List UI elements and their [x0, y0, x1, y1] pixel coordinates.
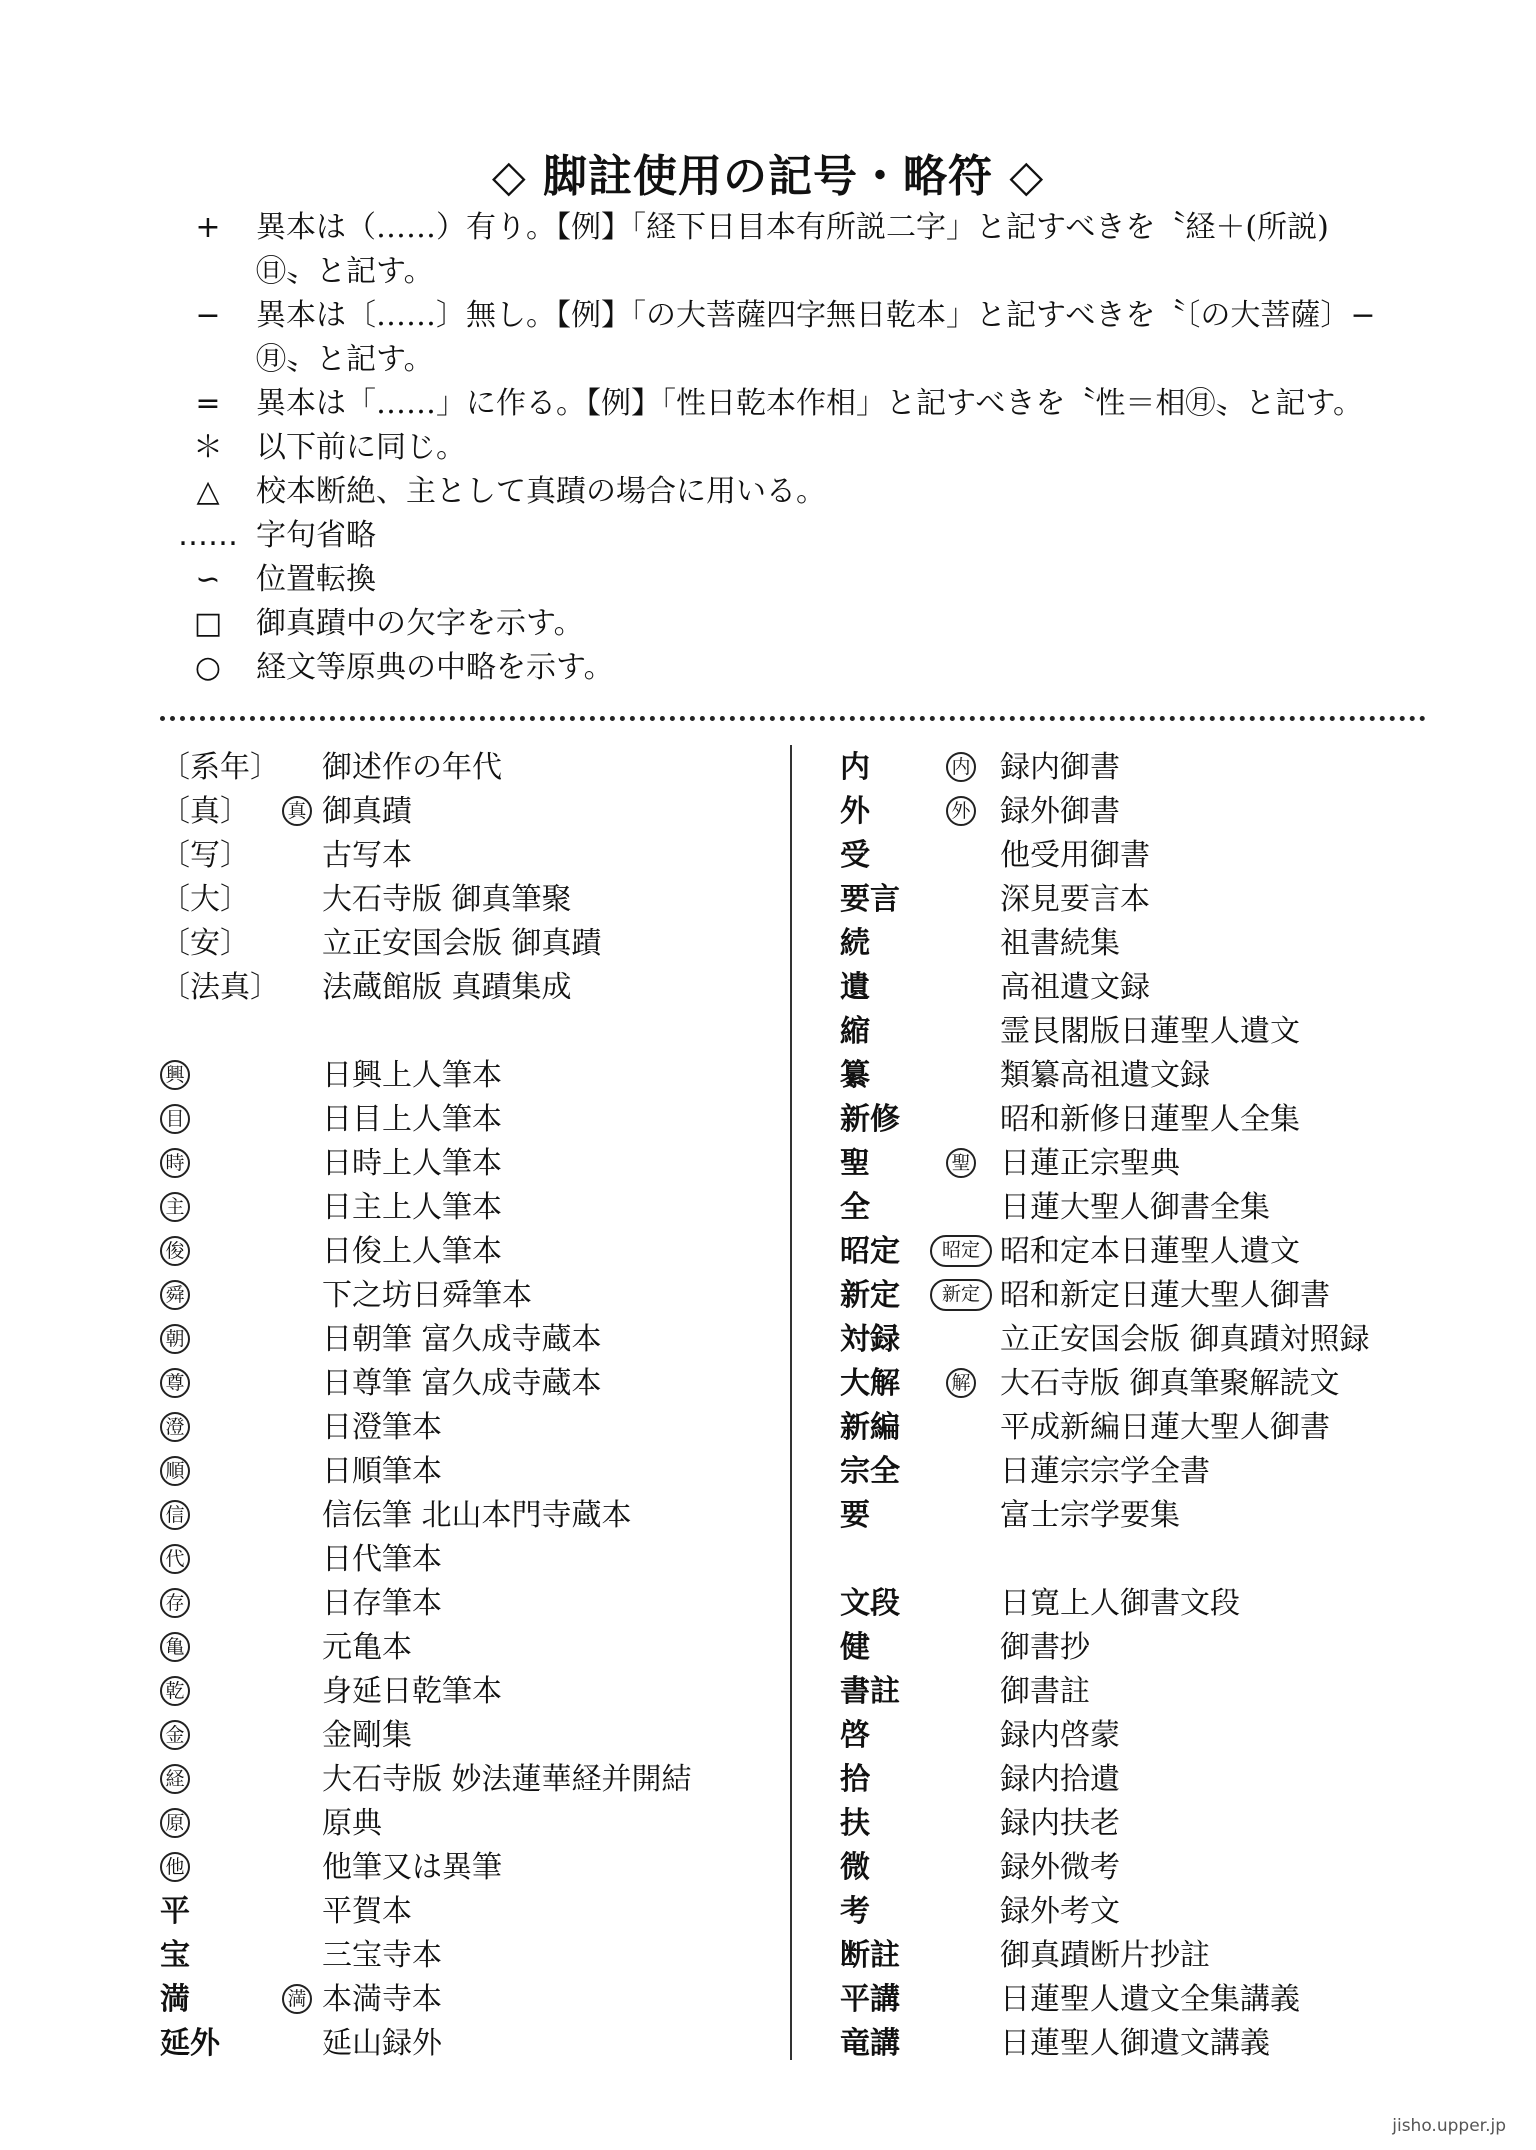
abbreviation: 〔系年〕 — [160, 750, 280, 785]
list-item — [160, 918, 770, 962]
abbreviation: 新編 — [840, 1410, 900, 1445]
abbreviation: 新修 — [840, 1102, 900, 1137]
circled-mark: 内 — [946, 752, 976, 782]
list-item — [840, 874, 1440, 918]
circled-mark-cell — [922, 746, 1000, 783]
description: 法蔵館版 真蹟集成 — [322, 970, 572, 1005]
circled-mark: 解 — [946, 1368, 976, 1398]
list-item — [160, 742, 770, 786]
description: 祖書続集 — [1000, 926, 1120, 961]
legend-row — [160, 558, 1430, 602]
abbreviation: 新定 — [840, 1278, 900, 1313]
description: 深見要言本 — [1000, 882, 1150, 917]
abbreviation: 啓 — [840, 1718, 870, 1753]
list-item — [840, 830, 1440, 874]
circled-mark: 舜 — [160, 1280, 190, 1310]
circled-mark: 新定 — [930, 1279, 992, 1311]
description: 日澄筆本 — [322, 1410, 442, 1445]
circled-mark: 尊 — [160, 1368, 190, 1398]
list-item — [160, 874, 770, 918]
description: 立正安国会版 御真蹟 — [322, 926, 602, 961]
list-item — [840, 1314, 1440, 1358]
abbreviation: 〔写〕 — [160, 838, 250, 873]
description: 平賀本 — [322, 1894, 412, 1929]
watermark-text: jisho.upper.jp — [1392, 2116, 1506, 2136]
abbreviation — [160, 1054, 272, 1091]
legend-row — [160, 646, 1430, 690]
circled-mark: 原 — [160, 1808, 190, 1838]
abbreviation: 延外 — [160, 2026, 220, 2061]
legend-text: 校本断絶、主として真蹟の場合に用いる。 — [256, 474, 826, 509]
description: 日時上人筆本 — [322, 1146, 502, 1181]
list-item — [160, 830, 770, 874]
list-item — [840, 1578, 1440, 1622]
circled-mark: 乾 — [160, 1676, 190, 1706]
dotted-separator — [160, 716, 1426, 721]
list-item — [840, 1094, 1440, 1138]
list-item — [160, 1402, 770, 1446]
circled-mark: 満 — [282, 1984, 312, 2014]
list-item — [160, 1754, 770, 1798]
legend-row — [160, 250, 1430, 294]
abbreviation: 遺 — [840, 970, 870, 1005]
description: 他筆又は異筆 — [322, 1850, 502, 1885]
abbreviation-list-right — [840, 742, 1440, 2062]
circled-mark: 外 — [946, 796, 976, 826]
abbreviation: 外 — [840, 794, 870, 829]
abbreviation: 要言 — [840, 882, 900, 917]
list-item — [840, 1974, 1440, 2018]
circled-mark: 主 — [160, 1192, 190, 1222]
description: 身延日乾筆本 — [322, 1674, 502, 1709]
description: 富士宗学要集 — [1000, 1498, 1180, 1533]
legend-symbol: ○ — [194, 650, 222, 685]
description: 三宝寺本 — [322, 1938, 442, 1973]
abbreviation: 〔法真〕 — [160, 970, 280, 1005]
description: 日代筆本 — [322, 1542, 442, 1577]
description: 古写本 — [322, 838, 412, 873]
abbreviation — [160, 1626, 272, 1663]
description: 日主上人筆本 — [322, 1190, 502, 1225]
list-item — [840, 1446, 1440, 1490]
abbreviation — [160, 1670, 272, 1707]
legend-row — [160, 294, 1430, 338]
abbreviation — [160, 1494, 272, 1531]
description: 録内扶老 — [1000, 1806, 1120, 1841]
description: 大石寺版 御真筆聚 — [322, 882, 572, 917]
list-item — [840, 1182, 1440, 1226]
description: 録外考文 — [1000, 1894, 1120, 1929]
description: 録内拾遺 — [1000, 1762, 1120, 1797]
circled-mark: 順 — [160, 1456, 190, 1486]
description: 原典 — [322, 1806, 382, 1841]
circled-mark-cell — [272, 790, 322, 827]
list-item — [840, 1270, 1440, 1314]
legend-symbol: ∽ — [195, 562, 221, 597]
description: 信伝筆 北山本門寺蔵本 — [322, 1498, 632, 1533]
abbreviation: 竜講 — [840, 2026, 900, 2061]
list-item — [840, 1138, 1440, 1182]
description: 昭和定本日蓮聖人遺文 — [1000, 1234, 1300, 1269]
abbreviation: 続 — [840, 926, 870, 961]
abbreviation: 書註 — [840, 1674, 900, 1709]
list-item — [160, 1622, 770, 1666]
abbreviation: 拾 — [840, 1762, 870, 1797]
legend-row — [160, 206, 1430, 250]
circled-mark: 存 — [160, 1588, 190, 1618]
description: 大石寺版 御真筆聚解読文 — [1000, 1366, 1340, 1401]
circled-mark: 朝 — [160, 1324, 190, 1354]
abbreviation: 〔真〕 — [160, 794, 250, 829]
list-item — [160, 1226, 770, 1270]
list-item — [840, 1930, 1440, 1974]
abbreviation — [160, 1450, 272, 1487]
list-item — [840, 742, 1440, 786]
list-item — [840, 918, 1440, 962]
list-item — [840, 1754, 1440, 1798]
abbreviation: 扶 — [840, 1806, 870, 1841]
circled-mark: 代 — [160, 1544, 190, 1574]
description: 日順筆本 — [322, 1454, 442, 1489]
legend-text: 異本は「……」に作る。【例】「性日乾本作相」と記すべきを〝性＝相㊊〟と記す。 — [256, 386, 1363, 421]
abbreviation: 宗全 — [840, 1454, 900, 1489]
circled-mark-cell — [922, 1229, 1000, 1267]
list-item — [160, 1974, 770, 2018]
description: 録内御書 — [1000, 750, 1120, 785]
abbreviation — [160, 1538, 272, 1575]
description: 類纂高祖遺文録 — [1000, 1058, 1210, 1093]
legend-row — [160, 470, 1430, 514]
list-item — [160, 1182, 770, 1226]
abbreviation — [160, 1142, 272, 1179]
description: 日蓮大聖人御書全集 — [1000, 1190, 1270, 1225]
abbreviation — [160, 1758, 272, 1795]
list-item — [840, 1490, 1440, 1534]
list-item — [160, 786, 770, 830]
legend-text: ㊊〟と記す。 — [256, 342, 434, 377]
legend-symbol: …… — [178, 518, 238, 553]
list-item — [160, 1534, 770, 1578]
description: 延山録外 — [322, 2026, 442, 2061]
circled-mark: 金 — [160, 1720, 190, 1750]
list-item — [840, 786, 1440, 830]
list-item — [840, 962, 1440, 1006]
circled-mark-cell — [922, 1362, 1000, 1399]
description: 日蓮聖人遺文全集講義 — [1000, 1982, 1300, 2017]
symbol-legend — [160, 206, 1430, 690]
legend-text: 以下前に同じ。 — [256, 430, 466, 465]
description: 日存筆本 — [322, 1586, 442, 1621]
circled-mark-cell — [272, 1978, 322, 2015]
abbreviation: 平講 — [840, 1982, 900, 2017]
legend-symbol — [160, 250, 256, 294]
legend-symbol: = — [195, 386, 221, 421]
list-item — [160, 1930, 770, 1974]
circled-mark: 時 — [160, 1148, 190, 1178]
list-item — [160, 1138, 770, 1182]
legend-row — [160, 382, 1430, 426]
legend-text: 位置転換 — [256, 562, 376, 597]
legend-symbol: − — [195, 298, 221, 333]
list-item — [840, 1006, 1440, 1050]
description: 元亀本 — [322, 1630, 412, 1665]
circled-mark: 俊 — [160, 1236, 190, 1266]
circled-mark: 昭定 — [930, 1235, 992, 1267]
abbreviation — [160, 1714, 272, 1751]
description: 立正安国会版 御真蹟対照録 — [1000, 1322, 1370, 1357]
abbreviation — [160, 1582, 272, 1619]
legend-symbol: + — [195, 210, 221, 245]
abbreviation: 宝 — [160, 1938, 190, 1973]
circled-mark: 亀 — [160, 1632, 190, 1662]
description: 日寛上人御書文段 — [1000, 1586, 1240, 1621]
legend-text: 異本は〔……〕無し。【例】「の大菩薩四字無日乾本」と記すべきを〝〔の大菩薩〕− — [256, 298, 1376, 333]
description: 日俊上人筆本 — [322, 1234, 502, 1269]
blank-row — [160, 1006, 770, 1050]
list-item — [840, 1666, 1440, 1710]
abbreviation — [160, 1098, 272, 1135]
list-item — [160, 1050, 770, 1094]
circled-mark: 経 — [160, 1764, 190, 1794]
description: 御真蹟断片抄註 — [1000, 1938, 1210, 1973]
circled-mark: 聖 — [946, 1148, 976, 1178]
description: 平成新編日蓮大聖人御書 — [1000, 1410, 1330, 1445]
circled-mark: 澄 — [160, 1412, 190, 1442]
circled-mark: 目 — [160, 1104, 190, 1134]
abbreviation — [160, 1274, 272, 1311]
abbreviation — [160, 1802, 272, 1839]
list-item — [160, 1358, 770, 1402]
abbreviation-list-left — [160, 742, 770, 2062]
list-item — [840, 1710, 1440, 1754]
legend-text: 字句省略 — [256, 518, 376, 553]
abbreviation — [160, 1230, 272, 1267]
description: 昭和新修日蓮聖人全集 — [1000, 1102, 1300, 1137]
description: 録外微考 — [1000, 1850, 1120, 1885]
abbreviation: 対録 — [840, 1322, 900, 1357]
list-item — [160, 1314, 770, 1358]
abbreviation — [160, 1406, 272, 1443]
description: 御真蹟 — [322, 794, 412, 829]
description: 日蓮宗宗学全書 — [1000, 1454, 1210, 1489]
list-item — [160, 1798, 770, 1842]
abbreviation: 纂 — [840, 1058, 870, 1093]
description: 録内啓蒙 — [1000, 1718, 1120, 1753]
circled-mark-cell — [922, 1273, 1000, 1311]
description: 大石寺版 妙法蓮華経并開結 — [322, 1762, 692, 1797]
abbreviation: 〔安〕 — [160, 926, 250, 961]
circled-mark: 信 — [160, 1500, 190, 1530]
list-item — [160, 1842, 770, 1886]
list-item — [840, 1622, 1440, 1666]
abbreviation: 全 — [840, 1190, 870, 1225]
abbreviation — [160, 1362, 272, 1399]
list-item — [840, 1050, 1440, 1094]
list-item — [160, 1666, 770, 1710]
description: 御書抄 — [1000, 1630, 1090, 1665]
description: 日目上人筆本 — [322, 1102, 502, 1137]
legend-symbol: □ — [193, 606, 223, 641]
column-divider — [790, 745, 792, 2060]
list-item — [160, 1710, 770, 1754]
legend-row — [160, 602, 1430, 646]
abbreviation: 考 — [840, 1894, 870, 1929]
abbreviation: 満 — [160, 1982, 190, 2017]
legend-row — [160, 426, 1430, 470]
legend-text: 御真蹟中の欠字を示す。 — [256, 606, 584, 641]
circled-mark: 他 — [160, 1852, 190, 1882]
list-item — [840, 2018, 1440, 2062]
abbreviation: 断註 — [840, 1938, 900, 1973]
list-item — [160, 1578, 770, 1622]
legend-text: 異本は（……）有り。【例】「経下日目本有所説二字」と記すべきを〝経＋(所説) — [256, 210, 1329, 245]
abbreviation: 文段 — [840, 1586, 900, 1621]
list-item — [160, 1886, 770, 1930]
abbreviation: 聖 — [840, 1146, 870, 1181]
abbreviation: 大解 — [840, 1366, 900, 1401]
legend-text: ㊐〟と記す。 — [256, 254, 434, 289]
legend-symbol: ＊ — [193, 430, 223, 465]
list-item — [160, 1446, 770, 1490]
description: 日蓮正宗聖典 — [1000, 1146, 1180, 1181]
list-item — [160, 2018, 770, 2062]
list-item — [160, 1094, 770, 1138]
description: 日朝筆 富久成寺蔵本 — [322, 1322, 602, 1357]
legend-row — [160, 514, 1430, 558]
list-item — [840, 1402, 1440, 1446]
abbreviation — [160, 1186, 272, 1223]
legend-symbol — [160, 338, 256, 382]
abbreviation: 平 — [160, 1894, 190, 1929]
circled-mark: 興 — [160, 1060, 190, 1090]
description: 昭和新定日蓮大聖人御書 — [1000, 1278, 1330, 1313]
abbreviation — [160, 1846, 272, 1883]
list-item — [160, 1270, 770, 1314]
list-item — [840, 1842, 1440, 1886]
abbreviation: 微 — [840, 1850, 870, 1885]
abbreviation: 〔大〕 — [160, 882, 250, 917]
legend-symbol: △ — [196, 474, 220, 509]
circled-mark-cell — [922, 790, 1000, 827]
abbreviation: 内 — [840, 750, 870, 785]
list-item — [160, 962, 770, 1006]
abbreviation: 昭定 — [840, 1234, 900, 1269]
circled-mark-cell — [922, 1142, 1000, 1179]
blank-row — [840, 1534, 1440, 1578]
list-item — [160, 1490, 770, 1534]
abbreviation: 健 — [840, 1630, 870, 1665]
legend-text: 経文等原典の中略を示す。 — [256, 650, 614, 685]
list-item — [840, 1798, 1440, 1842]
description: 本満寺本 — [322, 1982, 442, 2017]
description: 御述作の年代 — [322, 750, 502, 785]
description: 日蓮聖人御遺文講義 — [1000, 2026, 1270, 2061]
page-title: ◇ 脚註使用の記号・略符 ◇ — [491, 151, 1045, 202]
description: 他受用御書 — [1000, 838, 1150, 873]
description: 金剛集 — [322, 1718, 412, 1753]
description: 下之坊日舜筆本 — [322, 1278, 532, 1313]
abbreviation — [160, 1318, 272, 1355]
list-item — [840, 1358, 1440, 1402]
abbreviation: 要 — [840, 1498, 870, 1533]
circled-mark: 真 — [282, 796, 312, 826]
description: 御書註 — [1000, 1674, 1090, 1709]
list-item — [840, 1226, 1440, 1270]
description: 霊艮閣版日蓮聖人遺文 — [1000, 1014, 1300, 1049]
description: 高祖遺文録 — [1000, 970, 1150, 1005]
description: 日尊筆 富久成寺蔵本 — [322, 1366, 602, 1401]
description: 録外御書 — [1000, 794, 1120, 829]
legend-row — [160, 338, 1430, 382]
abbreviation: 受 — [840, 838, 870, 873]
abbreviation: 縮 — [840, 1014, 870, 1049]
description: 日興上人筆本 — [322, 1058, 502, 1093]
list-item — [840, 1886, 1440, 1930]
